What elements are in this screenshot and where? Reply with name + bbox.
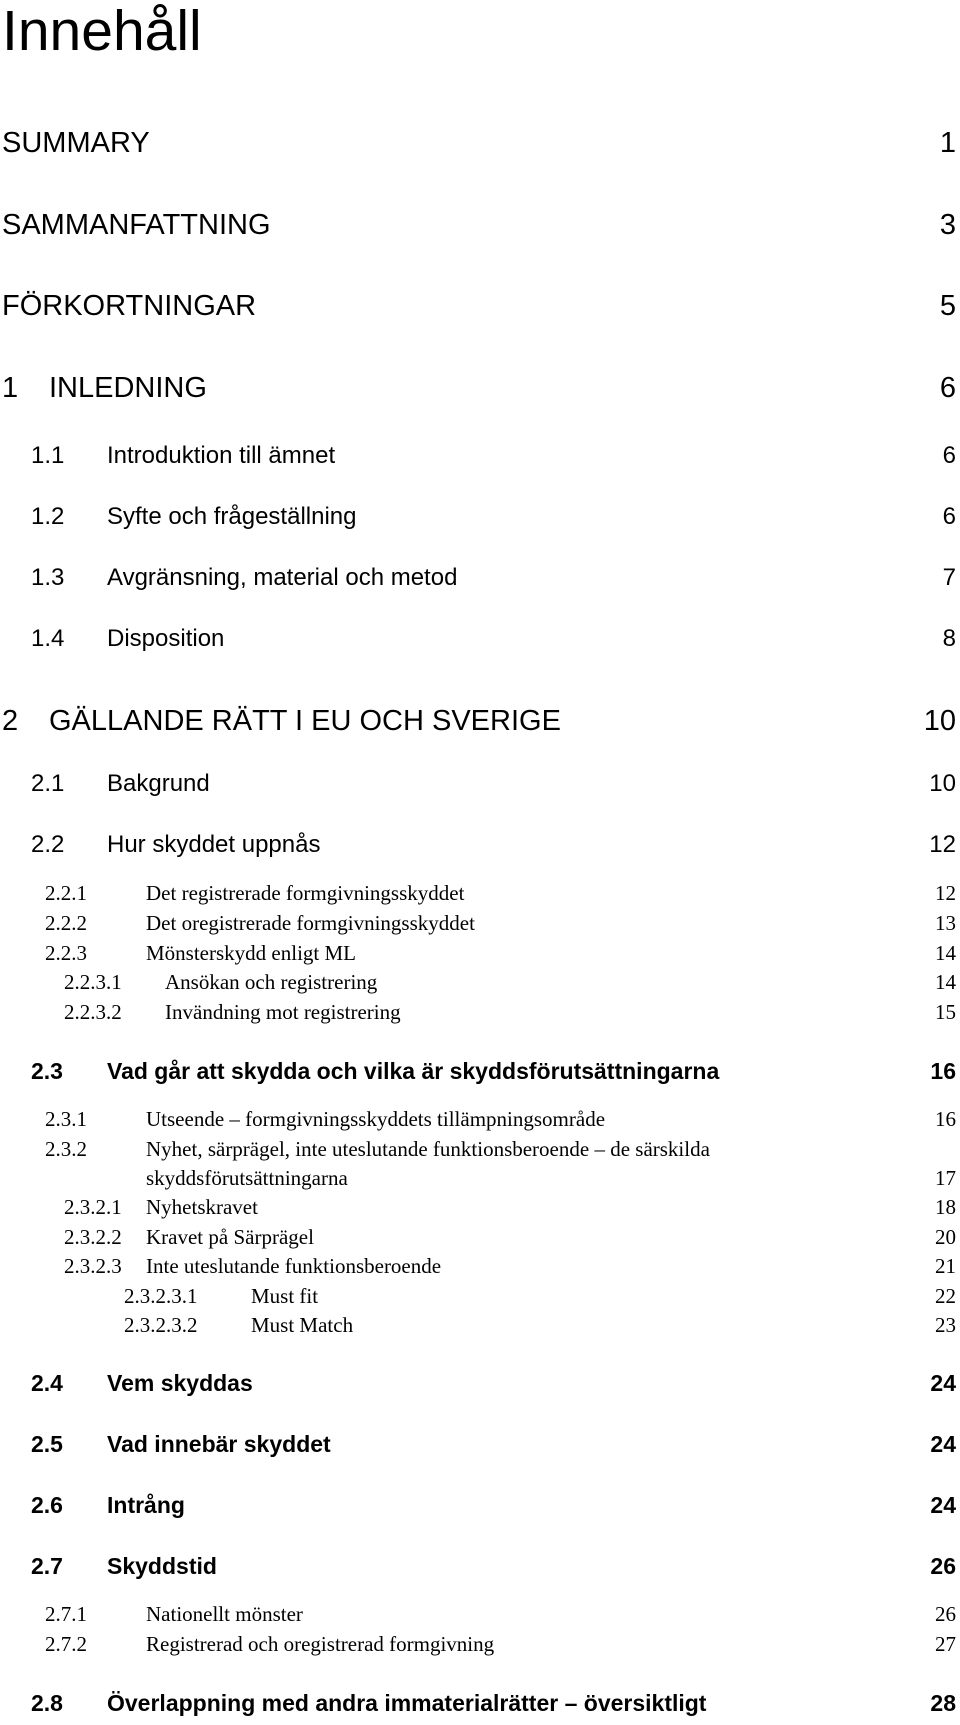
toc-entry-label: Registrerad och oregistrerad formgivning <box>146 1632 495 1656</box>
toc-entry-label: Must fit <box>251 1284 319 1308</box>
toc-entry-label: Kravet på Särprägel <box>146 1225 314 1249</box>
toc-entry-label: Invändning mot registrering <box>165 1000 401 1024</box>
toc-entry-label: Introduktion till ämnet <box>107 442 336 469</box>
toc-entry-number: 2.6 <box>31 1492 63 1518</box>
toc-entry-2-2-3-1[interactable] <box>0 969 960 995</box>
toc-entry-1[interactable] <box>0 371 960 405</box>
toc-entry-2-7-2[interactable] <box>0 1631 960 1657</box>
toc-entry-2-3-2-1[interactable] <box>0 1194 960 1220</box>
toc-entry-page: 27 <box>935 1632 956 1656</box>
toc-entry-label: Vad innebär skyddet <box>107 1431 331 1457</box>
toc-entry-number: 2.3.2.3 <box>64 1254 122 1278</box>
toc-entry-page: 17 <box>935 1166 956 1190</box>
toc-entry-label: Mönsterskydd enligt ML <box>146 941 356 965</box>
toc-entry-number: 2.2.1 <box>45 881 87 905</box>
toc-entry-2[interactable] <box>0 704 960 738</box>
toc-entry-page: 24 <box>930 1370 956 1396</box>
toc-entry-1-4[interactable] <box>0 624 960 654</box>
toc-entry-label: Intrång <box>107 1492 185 1518</box>
toc-entry-2-6[interactable] <box>0 1490 960 1520</box>
toc-entry-page: 26 <box>935 1602 956 1626</box>
toc-entry-number: 2.8 <box>31 1690 63 1716</box>
toc-entry-page: 8 <box>942 625 956 652</box>
toc-entry-number: 2.2 <box>31 831 65 858</box>
toc-entry-label: GÄLLANDE RÄTT I EU OCH SVERIGE <box>49 705 561 737</box>
toc-entry-page: 21 <box>935 1254 956 1278</box>
toc-entry-page: 12 <box>929 831 956 858</box>
toc-entry-2-3-2-3-2[interactable] <box>0 1312 960 1338</box>
toc-entry-page: 24 <box>930 1431 956 1457</box>
toc-entry-number: 2.2.3.1 <box>64 970 122 994</box>
toc-entry-page: 20 <box>935 1225 956 1249</box>
toc-entry-2-2-3[interactable] <box>0 940 960 966</box>
toc-entry-2-3-1[interactable] <box>0 1106 960 1132</box>
toc-entry-page: 7 <box>942 564 956 591</box>
toc-entry-number: 2.3.2.3.2 <box>124 1313 198 1337</box>
toc-entry-label: Must Match <box>251 1313 354 1337</box>
toc-entry-2-4[interactable] <box>0 1368 960 1398</box>
toc-entry-page: 6 <box>939 372 956 404</box>
toc-entry-label: Överlappning med andra immaterialrätter – översiktligt <box>107 1690 707 1716</box>
toc-entry-number: 1.4 <box>31 625 65 652</box>
toc-entry-2-8[interactable] <box>0 1688 960 1718</box>
toc-entry-label: Det oregistrerade formgivningsskyddet <box>146 911 475 935</box>
toc-entry-label: Nationellt mönster <box>146 1602 303 1626</box>
toc-entry-page: 16 <box>935 1107 956 1131</box>
toc-entry-number: 2.1 <box>31 770 65 797</box>
toc-entry-page: 18 <box>935 1195 956 1219</box>
toc-entry-page: 6 <box>942 503 956 530</box>
toc-entry-2-5[interactable] <box>0 1429 960 1459</box>
toc-entry-2-2-3-2[interactable] <box>0 999 960 1025</box>
toc-entry-number: 1 <box>2 372 19 404</box>
toc-entry-2-7[interactable] <box>0 1551 960 1581</box>
toc-entry-2-3-2[interactable] <box>0 1136 960 1162</box>
toc-entry-label: Bakgrund <box>107 770 210 797</box>
toc-entry-2-2-1[interactable] <box>0 880 960 906</box>
toc-entry-label: Det registrerade formgivningsskyddet <box>146 881 465 905</box>
toc-entry-number: 2.7.1 <box>45 1602 87 1626</box>
toc-entry-number: 2.2.3 <box>45 941 87 965</box>
toc-entry-number: 2.7.2 <box>45 1632 87 1656</box>
toc-entry-2-3-2-3[interactable] <box>0 1253 960 1279</box>
toc-entry-label: skyddsförutsättningarna <box>146 1166 348 1190</box>
toc-entry-page: 13 <box>935 911 956 935</box>
toc-entry-label: Nyhetskravet <box>146 1195 258 1219</box>
toc-entry-number: 2.4 <box>31 1370 63 1396</box>
toc-entry-label: Vad går att skydda och vilka är skyddsförutsättningarna <box>107 1058 720 1084</box>
toc-entry-page: 3 <box>939 209 956 241</box>
toc-entry-label: FÖRKORTNINGAR <box>2 290 257 322</box>
toc-entry-number: 1.1 <box>31 442 65 469</box>
toc-entry-label: SUMMARY <box>2 127 150 159</box>
toc-entry-1-1[interactable] <box>0 441 960 471</box>
toc-entry-2-2-2[interactable] <box>0 910 960 936</box>
toc-entry-number: 2.2.3.2 <box>64 1000 122 1024</box>
toc-entry-label: Disposition <box>107 625 225 652</box>
toc-entry-page: 14 <box>935 970 956 994</box>
toc-entry-summary[interactable] <box>0 126 960 160</box>
toc-entry-sammanfattning[interactable] <box>0 208 960 242</box>
toc-entry-page: 1 <box>939 127 956 159</box>
toc-entry-label: Hur skyddet uppnås <box>107 831 321 858</box>
toc-entry-number: 2 <box>2 705 19 737</box>
toc-entry-number: 1.2 <box>31 503 65 530</box>
toc-entry-2-3-2-2[interactable] <box>0 1224 960 1250</box>
toc-entry-page: 24 <box>930 1492 956 1518</box>
toc-entry-1-2[interactable] <box>0 502 960 532</box>
toc-entry-number: 2.7 <box>31 1553 63 1579</box>
toc-entry-number: 2.2.2 <box>45 911 87 935</box>
toc-entry-label: Ansökan och registrering <box>165 970 378 994</box>
toc-entry-2-3-2-3-1[interactable] <box>0 1283 960 1309</box>
toc-entry-2-2[interactable] <box>0 830 960 860</box>
toc-entry-2-3[interactable] <box>0 1056 960 1086</box>
toc-entry-page: 16 <box>930 1058 956 1084</box>
toc-entry-label: Vem skyddas <box>107 1370 253 1396</box>
toc-entry-2-7-1[interactable] <box>0 1601 960 1627</box>
toc-entry-page: 28 <box>930 1690 956 1716</box>
toc-entry-number: 2.3.2.2 <box>64 1225 122 1249</box>
toc-entry-forkortningar[interactable] <box>0 289 960 323</box>
toc-entry-2-1[interactable] <box>0 769 960 799</box>
toc-entry-number: 2.5 <box>31 1431 63 1457</box>
toc-entry-label: Inte uteslutande funktionsberoende <box>146 1254 442 1278</box>
toc-entry-number: 2.3 <box>31 1058 63 1084</box>
toc-entry-page: 22 <box>935 1284 956 1308</box>
toc-entry-page: 23 <box>935 1313 956 1337</box>
toc-entry-number: 2.3.2.1 <box>64 1195 122 1219</box>
toc-entry-label: SAMMANFATTNING <box>2 209 271 241</box>
toc-entry-1-3[interactable] <box>0 563 960 593</box>
toc-entry-label: Avgränsning, material och metod <box>107 564 458 591</box>
toc-entry-label: Utseende – formgivningsskyddets tillämpningsområde <box>146 1107 606 1131</box>
toc-entry-page: 6 <box>942 442 956 469</box>
toc-entry-page: 5 <box>939 290 956 322</box>
toc-entry-label: Nyhet, särprägel, inte uteslutande funktionsberoende – de särskilda <box>146 1137 710 1161</box>
toc-entry-number: 2.3.2 <box>45 1137 87 1161</box>
toc-entry-page: 15 <box>935 1000 956 1024</box>
toc-entry-page: 12 <box>935 881 956 905</box>
toc-entry-label: Syfte och frågeställning <box>107 503 357 530</box>
page-title: Innehåll <box>2 0 202 63</box>
toc-entry-page: 10 <box>929 770 956 797</box>
toc-entry-2-3-2-continued[interactable] <box>0 1165 960 1191</box>
toc-entry-label: INLEDNING <box>49 372 207 404</box>
toc-entry-label: Skyddstid <box>107 1553 217 1579</box>
toc-entry-number: 2.3.2.3.1 <box>124 1284 198 1308</box>
toc-entry-page: 26 <box>930 1553 956 1579</box>
toc-entry-page: 10 <box>923 705 956 737</box>
toc-entry-number: 2.3.1 <box>45 1107 87 1131</box>
toc-entry-number: 1.3 <box>31 564 65 591</box>
toc-entry-page: 14 <box>935 941 956 965</box>
